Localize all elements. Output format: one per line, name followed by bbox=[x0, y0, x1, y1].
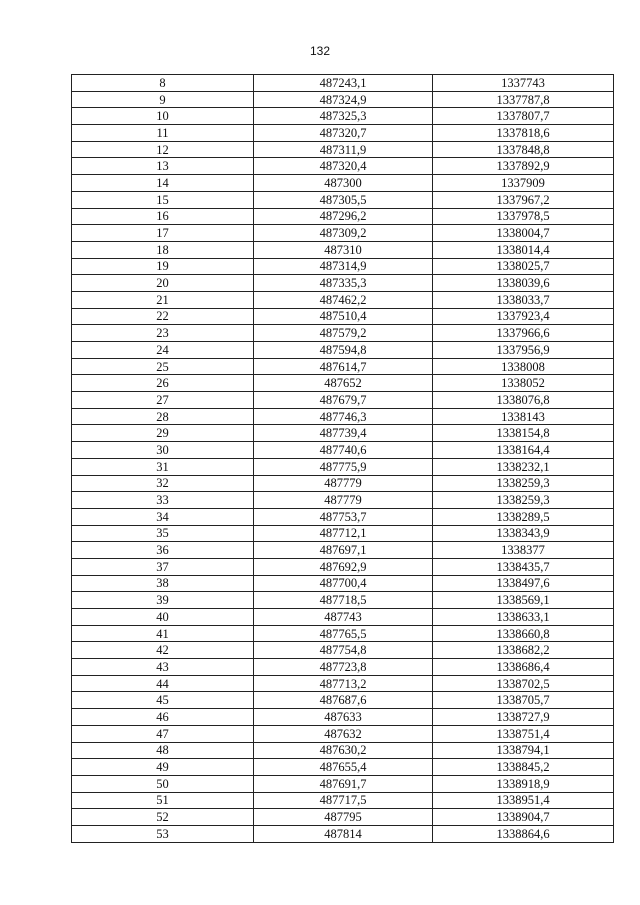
y-coordinate-cell: 1338845,2 bbox=[433, 759, 614, 776]
table-row bbox=[72, 809, 614, 826]
point-number-cell: 29 bbox=[72, 425, 254, 442]
y-coordinate-cell: 1337807,7 bbox=[433, 108, 614, 125]
y-coordinate-cell: 1337966,6 bbox=[433, 325, 614, 342]
y-coordinate-cell: 1337818,6 bbox=[433, 125, 614, 142]
table-row bbox=[72, 392, 614, 409]
point-number-cell: 38 bbox=[72, 575, 254, 592]
x-coordinate-cell: 487712,1 bbox=[254, 525, 433, 542]
point-number-cell: 49 bbox=[72, 759, 254, 776]
table-row bbox=[72, 91, 614, 108]
x-coordinate-cell: 487739,4 bbox=[254, 425, 433, 442]
y-coordinate-cell: 1338025,7 bbox=[433, 258, 614, 275]
y-coordinate-cell: 1337892,9 bbox=[433, 158, 614, 175]
y-coordinate-cell: 1338633,1 bbox=[433, 609, 614, 626]
x-coordinate-cell: 487324,9 bbox=[254, 91, 433, 108]
point-number-cell: 9 bbox=[72, 91, 254, 108]
y-coordinate-cell: 1338918,9 bbox=[433, 775, 614, 792]
x-coordinate-cell: 487243,1 bbox=[254, 75, 433, 92]
table-row bbox=[72, 208, 614, 225]
x-coordinate-cell: 487679,7 bbox=[254, 392, 433, 409]
point-number-cell: 21 bbox=[72, 291, 254, 308]
x-coordinate-cell: 487320,7 bbox=[254, 125, 433, 142]
table-row bbox=[72, 75, 614, 92]
x-coordinate-cell: 487723,8 bbox=[254, 659, 433, 676]
table-row bbox=[72, 241, 614, 258]
point-number-cell: 26 bbox=[72, 375, 254, 392]
x-coordinate-cell: 487779 bbox=[254, 475, 433, 492]
point-number-cell: 36 bbox=[72, 542, 254, 559]
y-coordinate-cell: 1338259,3 bbox=[433, 475, 614, 492]
point-number-cell: 15 bbox=[72, 191, 254, 208]
table-row bbox=[72, 342, 614, 359]
x-coordinate-cell: 487691,7 bbox=[254, 775, 433, 792]
y-coordinate-cell: 1338682,2 bbox=[433, 642, 614, 659]
y-coordinate-cell: 1338289,5 bbox=[433, 508, 614, 525]
x-coordinate-cell: 487765,5 bbox=[254, 625, 433, 642]
y-coordinate-cell: 1338751,4 bbox=[433, 725, 614, 742]
x-coordinate-cell: 487335,3 bbox=[254, 275, 433, 292]
y-coordinate-cell: 1338008 bbox=[433, 358, 614, 375]
coordinates-table bbox=[71, 74, 614, 843]
point-number-cell: 53 bbox=[72, 825, 254, 842]
x-coordinate-cell: 487692,9 bbox=[254, 558, 433, 575]
x-coordinate-cell: 487300 bbox=[254, 175, 433, 192]
point-number-cell: 14 bbox=[72, 175, 254, 192]
x-coordinate-cell: 487746,3 bbox=[254, 408, 433, 425]
table-row bbox=[72, 291, 614, 308]
x-coordinate-cell: 487655,4 bbox=[254, 759, 433, 776]
x-coordinate-cell: 487510,4 bbox=[254, 308, 433, 325]
table-row bbox=[72, 675, 614, 692]
y-coordinate-cell: 1338864,6 bbox=[433, 825, 614, 842]
table-row bbox=[72, 825, 614, 842]
x-coordinate-cell: 487614,7 bbox=[254, 358, 433, 375]
point-number-cell: 20 bbox=[72, 275, 254, 292]
x-coordinate-cell: 487753,7 bbox=[254, 508, 433, 525]
table-row bbox=[72, 125, 614, 142]
y-coordinate-cell: 1338143 bbox=[433, 408, 614, 425]
point-number-cell: 52 bbox=[72, 809, 254, 826]
table-row bbox=[72, 475, 614, 492]
point-number-cell: 23 bbox=[72, 325, 254, 342]
y-coordinate-cell: 1338660,8 bbox=[433, 625, 614, 642]
table-row bbox=[72, 609, 614, 626]
y-coordinate-cell: 1338033,7 bbox=[433, 291, 614, 308]
y-coordinate-cell: 1337967,2 bbox=[433, 191, 614, 208]
y-coordinate-cell: 1338039,6 bbox=[433, 275, 614, 292]
x-coordinate-cell: 487652 bbox=[254, 375, 433, 392]
table-row bbox=[72, 258, 614, 275]
point-number-cell: 18 bbox=[72, 241, 254, 258]
table-row bbox=[72, 525, 614, 542]
point-number-cell: 43 bbox=[72, 659, 254, 676]
y-coordinate-cell: 1338951,4 bbox=[433, 792, 614, 809]
point-number-cell: 44 bbox=[72, 675, 254, 692]
x-coordinate-cell: 487311,9 bbox=[254, 141, 433, 158]
table-row bbox=[72, 225, 614, 242]
x-coordinate-cell: 487296,2 bbox=[254, 208, 433, 225]
point-number-cell: 42 bbox=[72, 642, 254, 659]
table-row bbox=[72, 442, 614, 459]
x-coordinate-cell: 487718,5 bbox=[254, 592, 433, 609]
coordinates-table-body bbox=[72, 75, 614, 843]
y-coordinate-cell: 1338569,1 bbox=[433, 592, 614, 609]
x-coordinate-cell: 487713,2 bbox=[254, 675, 433, 692]
table-row bbox=[72, 358, 614, 375]
x-coordinate-cell: 487462,2 bbox=[254, 291, 433, 308]
y-coordinate-cell: 1337923,4 bbox=[433, 308, 614, 325]
y-coordinate-cell: 1338702,5 bbox=[433, 675, 614, 692]
y-coordinate-cell: 1338377 bbox=[433, 542, 614, 559]
point-number-cell: 13 bbox=[72, 158, 254, 175]
point-number-cell: 34 bbox=[72, 508, 254, 525]
x-coordinate-cell: 487579,2 bbox=[254, 325, 433, 342]
point-number-cell: 33 bbox=[72, 492, 254, 509]
point-number-cell: 35 bbox=[72, 525, 254, 542]
table-row bbox=[72, 759, 614, 776]
x-coordinate-cell: 487633 bbox=[254, 709, 433, 726]
table-row bbox=[72, 625, 614, 642]
point-number-cell: 46 bbox=[72, 709, 254, 726]
x-coordinate-cell: 487320,4 bbox=[254, 158, 433, 175]
point-number-cell: 37 bbox=[72, 558, 254, 575]
y-coordinate-cell: 1338076,8 bbox=[433, 392, 614, 409]
table-row bbox=[72, 191, 614, 208]
point-number-cell: 8 bbox=[72, 75, 254, 92]
point-number-cell: 30 bbox=[72, 442, 254, 459]
y-coordinate-cell: 1337909 bbox=[433, 175, 614, 192]
point-number-cell: 22 bbox=[72, 308, 254, 325]
table-row bbox=[72, 375, 614, 392]
table-row bbox=[72, 725, 614, 742]
x-coordinate-cell: 487305,5 bbox=[254, 191, 433, 208]
x-coordinate-cell: 487717,5 bbox=[254, 792, 433, 809]
y-coordinate-cell: 1338014,4 bbox=[433, 241, 614, 258]
point-number-cell: 27 bbox=[72, 392, 254, 409]
table-row bbox=[72, 709, 614, 726]
y-coordinate-cell: 1337978,5 bbox=[433, 208, 614, 225]
point-number-cell: 50 bbox=[72, 775, 254, 792]
point-number-cell: 32 bbox=[72, 475, 254, 492]
table-row bbox=[72, 542, 614, 559]
table-row bbox=[72, 458, 614, 475]
table-row bbox=[72, 792, 614, 809]
x-coordinate-cell: 487697,1 bbox=[254, 542, 433, 559]
y-coordinate-cell: 1337956,9 bbox=[433, 342, 614, 359]
x-coordinate-cell: 487309,2 bbox=[254, 225, 433, 242]
y-coordinate-cell: 1338004,7 bbox=[433, 225, 614, 242]
table-row bbox=[72, 558, 614, 575]
y-coordinate-cell: 1338686,4 bbox=[433, 659, 614, 676]
point-number-cell: 31 bbox=[72, 458, 254, 475]
x-coordinate-cell: 487314,9 bbox=[254, 258, 433, 275]
y-coordinate-cell: 1338259,3 bbox=[433, 492, 614, 509]
table-row bbox=[72, 408, 614, 425]
x-coordinate-cell: 487632 bbox=[254, 725, 433, 742]
table-row bbox=[72, 325, 614, 342]
table-row bbox=[72, 141, 614, 158]
x-coordinate-cell: 487325,3 bbox=[254, 108, 433, 125]
y-coordinate-cell: 1338343,9 bbox=[433, 525, 614, 542]
x-coordinate-cell: 487779 bbox=[254, 492, 433, 509]
point-number-cell: 39 bbox=[72, 592, 254, 609]
x-coordinate-cell: 487814 bbox=[254, 825, 433, 842]
point-number-cell: 28 bbox=[72, 408, 254, 425]
table-row bbox=[72, 742, 614, 759]
y-coordinate-cell: 1338435,7 bbox=[433, 558, 614, 575]
table-row bbox=[72, 308, 614, 325]
point-number-cell: 25 bbox=[72, 358, 254, 375]
page-number: 132 bbox=[309, 44, 331, 58]
point-number-cell: 12 bbox=[72, 141, 254, 158]
table-row bbox=[72, 659, 614, 676]
y-coordinate-cell: 1338727,9 bbox=[433, 709, 614, 726]
table-row bbox=[72, 275, 614, 292]
x-coordinate-cell: 487754,8 bbox=[254, 642, 433, 659]
x-coordinate-cell: 487310 bbox=[254, 241, 433, 258]
y-coordinate-cell: 1338232,1 bbox=[433, 458, 614, 475]
x-coordinate-cell: 487594,8 bbox=[254, 342, 433, 359]
table-row bbox=[72, 175, 614, 192]
table-row bbox=[72, 592, 614, 609]
x-coordinate-cell: 487740,6 bbox=[254, 442, 433, 459]
point-number-cell: 51 bbox=[72, 792, 254, 809]
point-number-cell: 41 bbox=[72, 625, 254, 642]
y-coordinate-cell: 1338794,1 bbox=[433, 742, 614, 759]
table-row bbox=[72, 158, 614, 175]
table-row bbox=[72, 642, 614, 659]
y-coordinate-cell: 1338904,7 bbox=[433, 809, 614, 826]
x-coordinate-cell: 487795 bbox=[254, 809, 433, 826]
y-coordinate-cell: 1337743 bbox=[433, 75, 614, 92]
y-coordinate-cell: 1338705,7 bbox=[433, 692, 614, 709]
y-coordinate-cell: 1338154,8 bbox=[433, 425, 614, 442]
table-row bbox=[72, 775, 614, 792]
point-number-cell: 47 bbox=[72, 725, 254, 742]
point-number-cell: 48 bbox=[72, 742, 254, 759]
point-number-cell: 45 bbox=[72, 692, 254, 709]
x-coordinate-cell: 487775,9 bbox=[254, 458, 433, 475]
table-row bbox=[72, 425, 614, 442]
x-coordinate-cell: 487700,4 bbox=[254, 575, 433, 592]
point-number-cell: 10 bbox=[72, 108, 254, 125]
x-coordinate-cell: 487743 bbox=[254, 609, 433, 626]
table-row bbox=[72, 108, 614, 125]
y-coordinate-cell: 1337848,8 bbox=[433, 141, 614, 158]
y-coordinate-cell: 1338497,6 bbox=[433, 575, 614, 592]
point-number-cell: 24 bbox=[72, 342, 254, 359]
point-number-cell: 16 bbox=[72, 208, 254, 225]
point-number-cell: 19 bbox=[72, 258, 254, 275]
table-row bbox=[72, 575, 614, 592]
table-row bbox=[72, 692, 614, 709]
point-number-cell: 40 bbox=[72, 609, 254, 626]
point-number-cell: 17 bbox=[72, 225, 254, 242]
x-coordinate-cell: 487630,2 bbox=[254, 742, 433, 759]
y-coordinate-cell: 1338164,4 bbox=[433, 442, 614, 459]
y-coordinate-cell: 1338052 bbox=[433, 375, 614, 392]
x-coordinate-cell: 487687,6 bbox=[254, 692, 433, 709]
table-row bbox=[72, 508, 614, 525]
point-number-cell: 11 bbox=[72, 125, 254, 142]
y-coordinate-cell: 1337787,8 bbox=[433, 91, 614, 108]
table-row bbox=[72, 492, 614, 509]
